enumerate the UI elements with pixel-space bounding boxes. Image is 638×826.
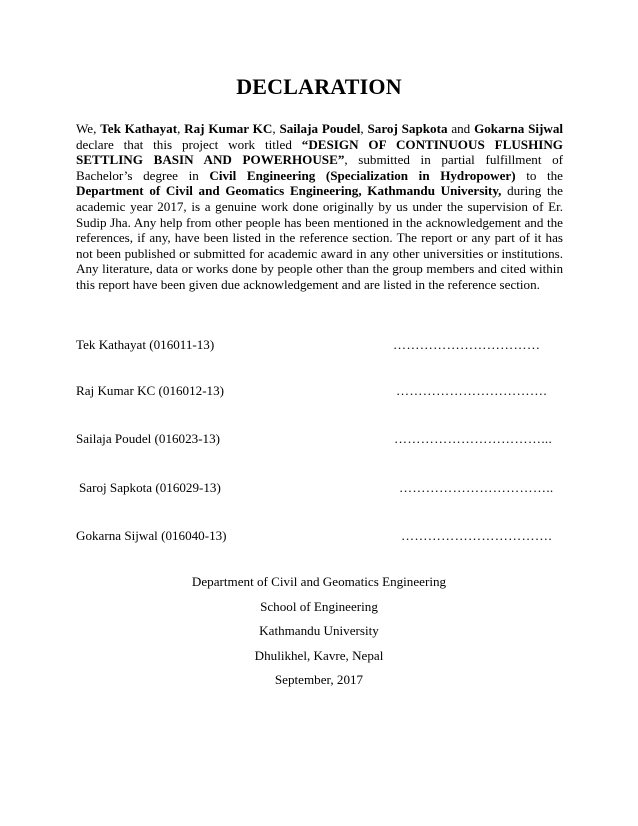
page-title: DECLARATION: [236, 74, 402, 99]
signatory-name: Tek Kathayat (016011-13): [76, 337, 215, 352]
signatory-name: Gokarna Sijwal (016040-13): [76, 528, 227, 543]
author-name-bold: Saroj Sapkota: [367, 121, 448, 136]
university-line: Kathmandu University: [259, 623, 379, 638]
paragraph-text: and: [447, 121, 475, 136]
paragraph-text: We,: [76, 121, 101, 136]
signature-row: [0, 480, 638, 500]
department-bold: Department of Civil and Geomatics Engineering, Kathmandu University,: [76, 183, 502, 199]
signature-line: …………………………….: [401, 528, 552, 543]
signatory-name: Saroj Sapkota (016029-13): [79, 480, 221, 495]
signatory-name: Raj Kumar KC (016012-13): [76, 383, 225, 398]
paragraph-text: ,: [360, 121, 368, 136]
declaration-paragraph: [76, 121, 563, 293]
degree-bold: Civil Engineering (Specialization in Hydropower): [209, 167, 516, 183]
signature-row: [0, 383, 638, 403]
author-name-bold: Tek Kathayat: [100, 121, 178, 136]
paragraph-text: during the academic year 2017, is a genuine work done originally by us under the supervision of Er. Sudip Jha. Any help from other people has been mentioned in the acknowledgement and the references, if any, have been listed in the reference section. The report or any part of it has not been published or submitted for academic award in any other universities or institutions. Any literature, data or works done by people other than the group members and cited within this report have been given due acknowledgement and are listed in the reference section.: [76, 183, 563, 292]
school-line: School of Engineering: [260, 599, 378, 614]
paragraph-text: ,: [177, 121, 185, 136]
date-line: September, 2017: [274, 672, 364, 687]
signature-line: ……………………………..: [399, 480, 554, 495]
signatory-name: Sailaja Poudel (016023-13): [76, 431, 221, 446]
signature-line: ……………………………: [393, 337, 541, 352]
paragraph-text: , submitted in partial fulfillment of Bachelor’s degree in: [76, 152, 563, 183]
project-title-bold: “DESIGN OF CONTINUOUS FLUSHING SETTLING BASIN AND POWERHOUSE”: [76, 136, 563, 168]
author-name-bold: Gokarna Sijwal: [474, 121, 564, 136]
location-line: Dhulikhel, Kavre, Nepal: [254, 648, 384, 663]
signature-row: [0, 431, 638, 451]
department-line: Department of Civil and Geomatics Engineering: [191, 574, 447, 589]
signature-row: [0, 528, 638, 548]
signature-line: …………………………….: [396, 383, 547, 398]
signature-line: ……………………………...: [394, 431, 553, 446]
author-name-bold: Sailaja Poudel: [279, 121, 361, 136]
paragraph-text: ,: [272, 121, 280, 136]
paragraph-text: to the: [515, 167, 563, 183]
paragraph-text: declare that this project work titled: [76, 136, 302, 152]
signature-row: [0, 337, 638, 357]
author-name-bold: Raj Kumar KC: [184, 121, 273, 136]
